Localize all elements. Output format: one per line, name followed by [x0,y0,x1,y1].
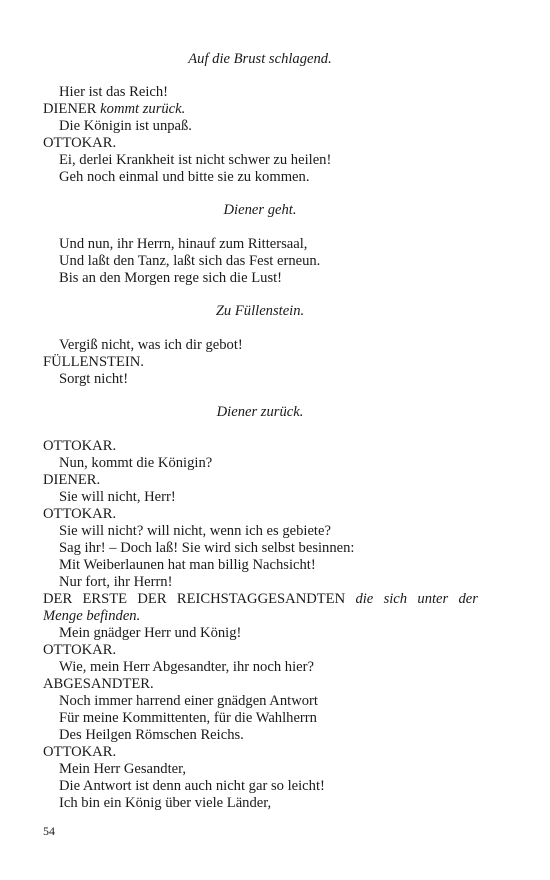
stage-direction: Auf die Brust schlagend. [188,51,332,67]
verse-line: Für meine Kommittenten, für die Wahlherrn [59,710,317,726]
verse-line: Des Heilgen Römschen Reichs. [59,727,244,743]
verse-line: Hier ist das Reich! [59,84,169,100]
speaker-line [43,101,185,118]
verse-line: Mein Herr Gesandter, [59,761,187,777]
speaker-name: OTTOKAR. [43,135,117,151]
verse-line: Bis an den Morgen rege sich die Lust! [59,270,283,286]
verse-line: Die Königin ist unpaß. [59,118,192,134]
verse-line: Die Antwort ist denn auch nicht gar so leicht! [59,778,325,794]
speaker-line-justified [43,591,478,608]
verse-line: Sie will nicht, Herr! [59,489,176,505]
verse-line: Ich bin ein König über viele Länder, [59,795,272,811]
verse-line: Nur fort, ihr Herrn! [59,574,173,590]
verse-line: Wie, mein Herr Abgesandter, ihr noch hier? [59,659,314,675]
direction-word: die [355,591,374,607]
speaker-name: ABGESANDTER. [43,676,154,692]
speaker-word: REICHSTAGGESANDTEN [176,591,346,607]
stage-direction: Diener geht. [223,202,297,218]
stage-direction: Diener zurück. [216,404,304,420]
verse-line: Sie will nicht? will nicht, wenn ich es gebiete? [59,523,331,539]
verse-line: Noch immer harrend einer gnädgen Antwort [59,693,318,709]
speaker-name: DIENER. [43,472,101,488]
speaker-word: ERSTE [82,591,128,607]
inline-stage-direction: Menge befinden. [43,608,141,624]
speaker-name: DIENER [43,101,97,117]
speaker-name: FÜLLENSTEIN. [43,354,144,370]
page-number: 54 [43,824,55,838]
speaker-name: OTTOKAR. [43,744,117,760]
verse-line: Sorgt nicht! [59,371,129,387]
direction-word: sich [383,591,408,607]
verse-line: Mit Weiberlaunen hat man billig Nachsicht! [59,557,316,573]
verse-line: Sag ihr! – Doch laß! Sie wird sich selbst besinnen: [59,540,355,556]
verse-line: Nun, kommt die Königin? [59,455,213,471]
stage-direction: Zu Füllenstein. [215,303,305,319]
speaker-name: OTTOKAR. [43,506,117,522]
verse-line: Geh noch einmal und bitte sie zu kommen. [59,169,310,185]
inline-stage-direction: kommt zurück. [100,101,186,117]
verse-line: Mein gnädger Herr und König! [59,625,242,641]
speaker-name: OTTOKAR. [43,642,117,658]
speaker-word: DER [43,591,73,607]
verse-line: Und laßt den Tanz, laßt sich das Fest erneun. [59,253,321,269]
direction-word: der [458,591,478,607]
verse-line: Vergiß nicht, was ich dir gebot! [59,337,243,353]
speaker-name: OTTOKAR. [43,438,117,454]
verse-line: Ei, derlei Krankheit ist nicht schwer zu heilen! [59,152,332,168]
verse-line: Und nun, ihr Herrn, hinauf zum Rittersaal, [59,236,308,252]
direction-word: unter [417,591,449,607]
speaker-word: DER [137,591,167,607]
